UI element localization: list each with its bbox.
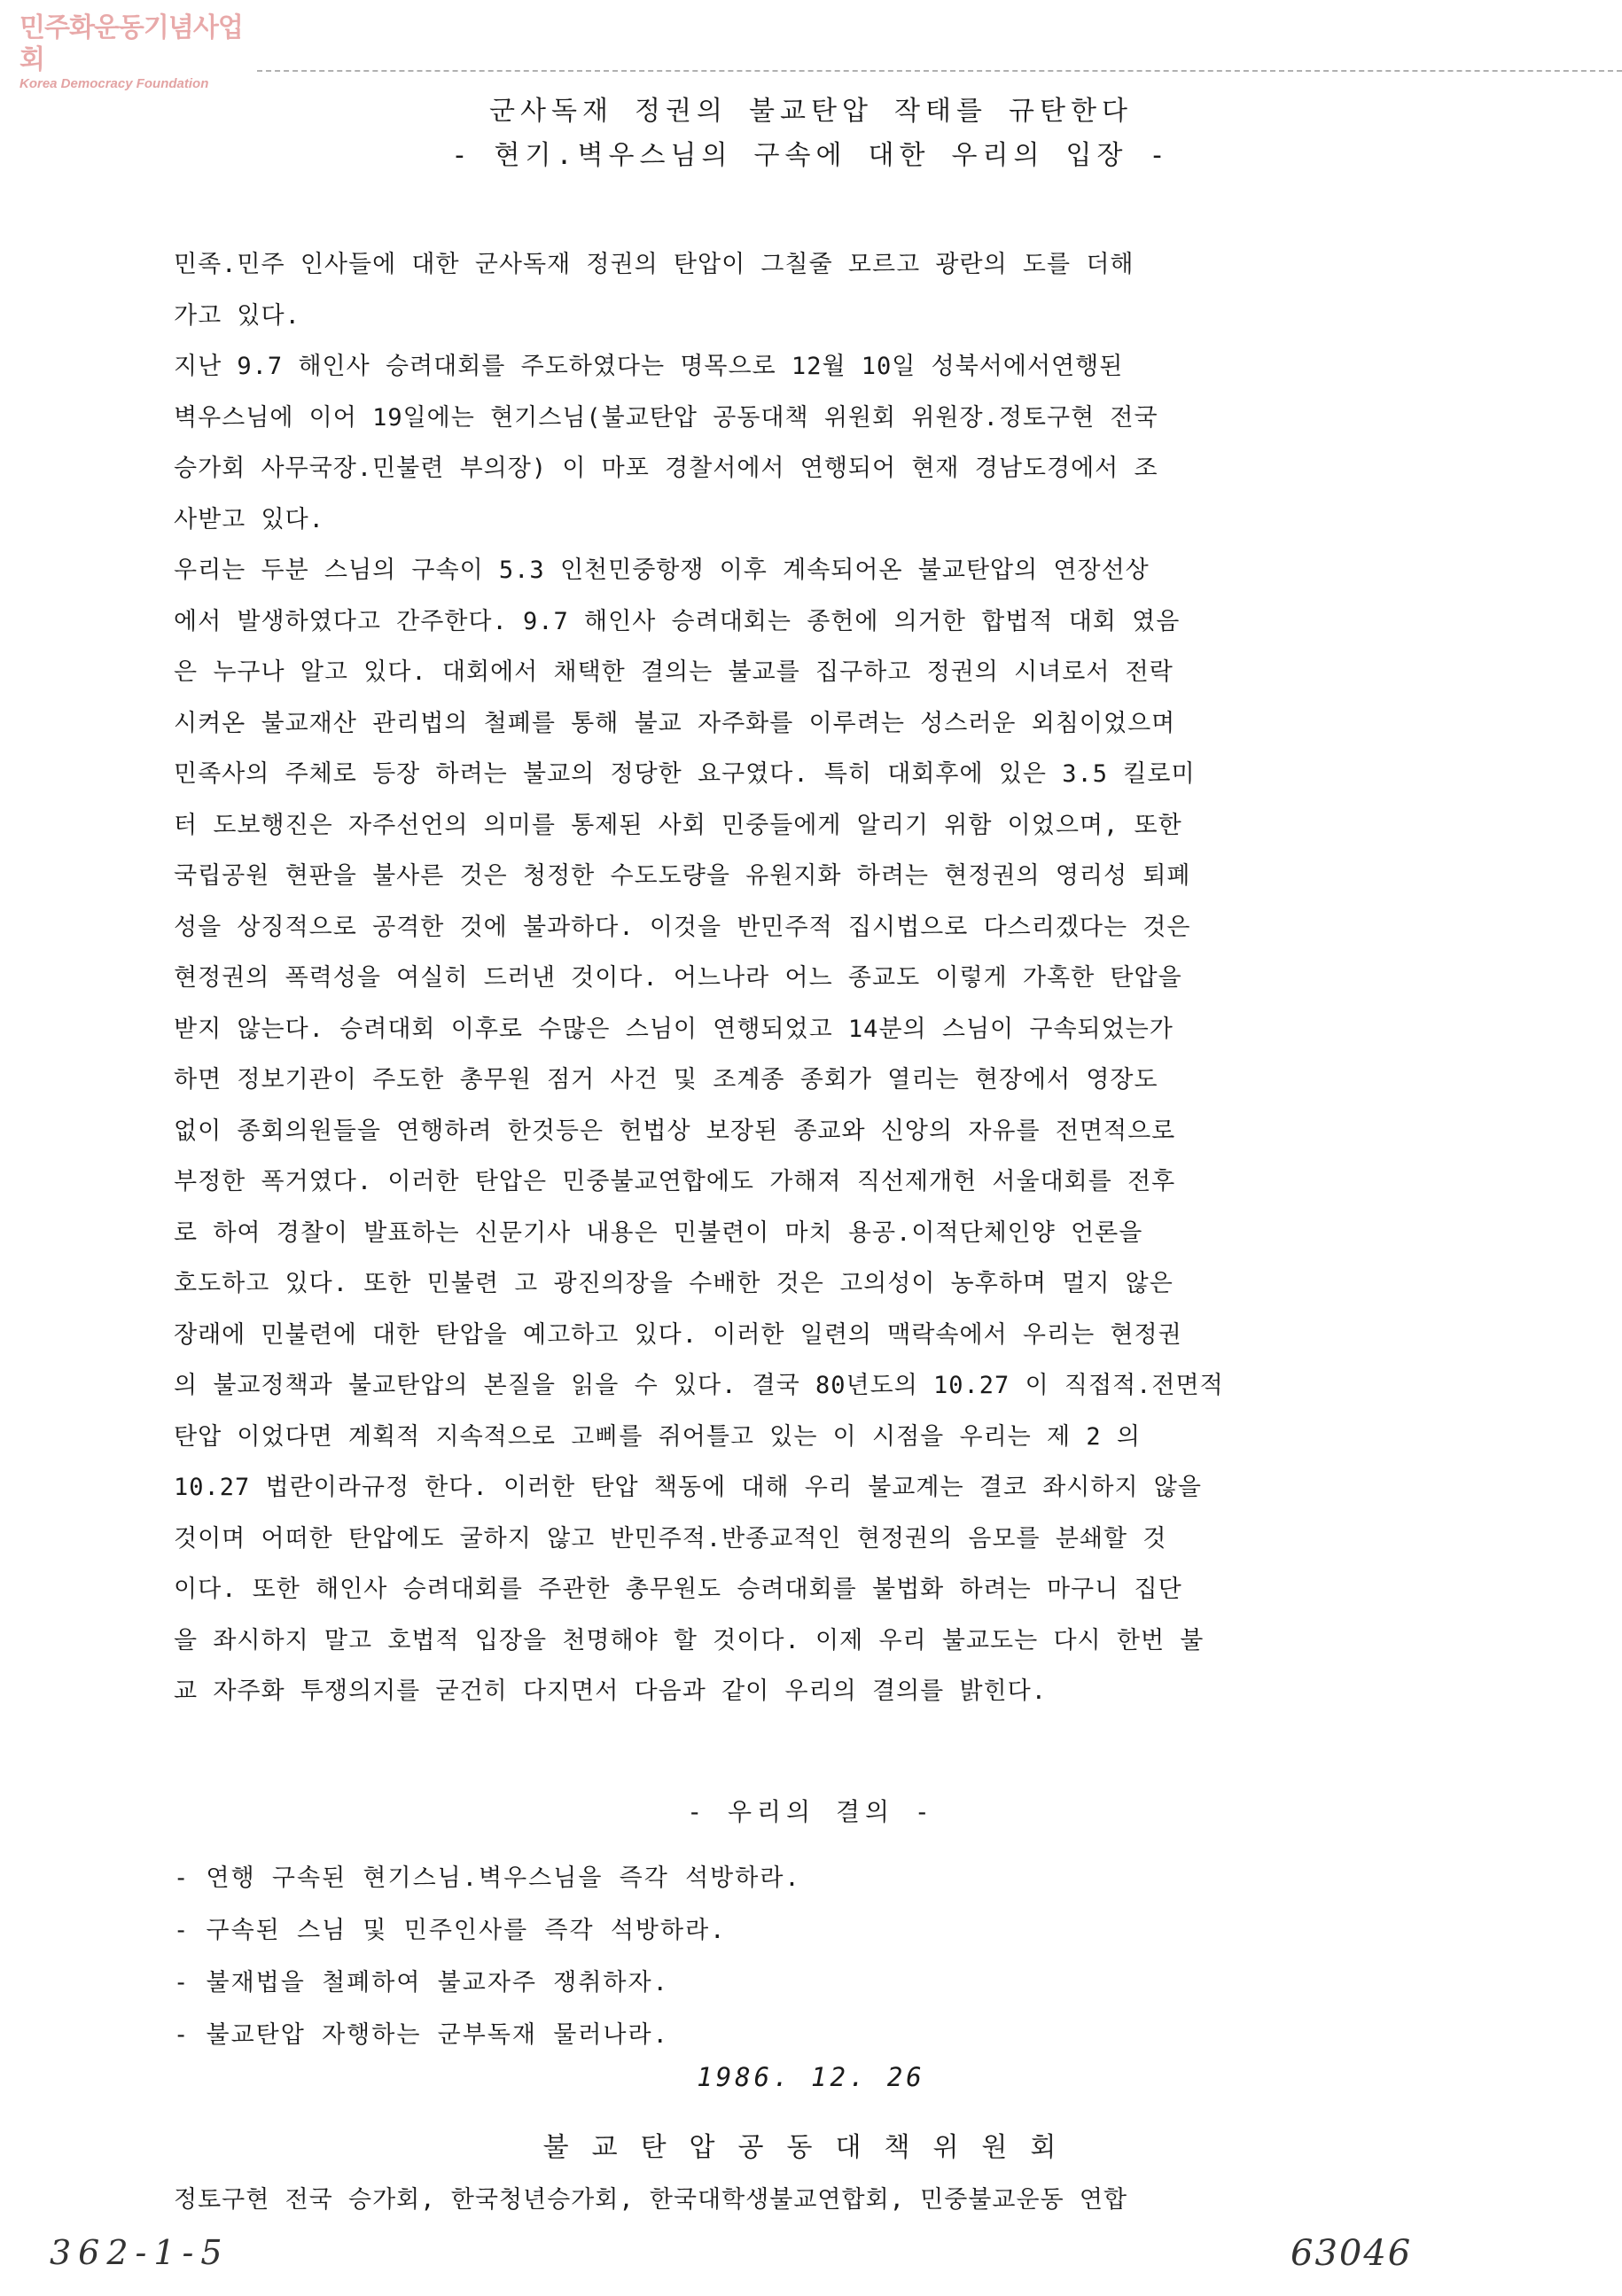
body-line: 부정한 폭거였다. 이러한 탄압은 민중불교연합에도 가해져 직선제개헌 서울대회를 전후	[174, 1168, 1176, 1195]
body-line: 없이 종회의원들을 연행하려 한것등은 헌법상 보장된 종교와 신앙의 자유를 전면적으로	[174, 1117, 1176, 1145]
body-line: 받지 않는다. 승려대회 이후로 수많은 스님이 연행되었고 14분의 스님이 구속되었는가	[174, 1015, 1174, 1043]
body-line: 성을 상징적으로 공격한 것에 불과하다. 이것을 반민주적 집시법으로 다스리겠다는 것은	[174, 913, 1191, 941]
document-title: 군사독재 정권의 불교탄압 작태를 규탄한다	[489, 96, 1133, 127]
body-line: 터 도보행진은 자주선언의 의미를 통제된 사회 민중들에게 알리기 위함 이었으며, 또한	[174, 811, 1182, 839]
body-line: 탄압 이었다면 계획적 지속적으로 고삐를 쥐어틀고 있는 이 시점을 우리는 제 2 의	[174, 1422, 1141, 1451]
body-line: 에서 발생하였다고 간주한다. 9.7 해인사 승려대회는 종헌에 의거한 합법적 대회 였음	[174, 607, 1181, 635]
body-line: 의 불교정책과 불교탄압의 본질을 읽을 수 있다. 결국 80년도의 10.27 이 직접적.전면적	[174, 1372, 1224, 1399]
body-line: 사받고 있다.	[174, 505, 324, 533]
body-line: 은 누구나 알고 있다. 대회에서 채택한 결의는 불교를 집구하고 정권의 시녀로서 전락	[174, 658, 1174, 686]
body-line: 장래에 민불련에 대한 탄압을 예고하고 있다. 이러한 일련의 맥락속에서 우리는 현정권	[174, 1320, 1182, 1349]
body-line: 시켜온 불교재산 관리법의 철폐를 통해 불교 자주화를 이루려는 성스러운 외침이었으며	[174, 709, 1176, 737]
resolution-item: - 구속된 스님 및 민주인사를 즉각 석방하라.	[174, 1917, 727, 1944]
watermark-subtitle: Korea Democracy Foundation	[19, 76, 209, 91]
body-line: 민족.민주 인사들에 대한 군사독재 정권의 탄압이 그칠줄 모르고 광란의 도를 더해	[174, 251, 1135, 278]
body-line: 가고 있다.	[174, 301, 300, 330]
body-line: 승가회 사무국장.민불련 부의장) 이 마포 경찰서에서 연행되어 현재 경남도경에서 조	[174, 455, 1158, 482]
body-line: 현정권의 폭력성을 여실히 드러낸 것이다. 어느나라 어느 종교도 이렇게 가혹한 탄압을	[174, 964, 1182, 992]
body-line: 우리는 두분 스님의 구속이 5.3 인천민중항쟁 이후 계속되어온 불교탄압의 연장선상	[174, 556, 1150, 584]
body-line: 10.27 법란이라규정 한다. 이러한 탄압 책동에 대해 우리 불교계는 결코 좌시하지 않을	[174, 1474, 1202, 1501]
body-line: 로 하여 경찰이 발표하는 신문기사 내용은 민불련이 마치 용공.이적단체인양 언론을	[174, 1218, 1143, 1247]
issuing-organization: 불교탄압공동대책위원회	[542, 2132, 1080, 2163]
top-dashed-rule	[257, 70, 1622, 72]
handwritten-archive-code: 362-1-5	[50, 2233, 230, 2272]
body-line: 지난 9.7 해인사 승려대회를 주도하였다는 명목으로 12월 10일 성북서에서연행된	[174, 353, 1124, 380]
body-line: 민족사의 주체로 등장 하려는 불교의 정당한 요구였다. 특히 대회후에 있은 3.5 킬로미	[174, 760, 1196, 788]
statement-body	[174, 239, 1468, 1717]
resolution-list	[174, 1852, 1415, 2061]
document-subtitle: - 현기.벽우스님의 구속에 대한 우리의 입장 -	[451, 140, 1171, 171]
watermark-name: 민주화운동기념사업회	[19, 12, 243, 75]
resolution-item: - 불재법을 철폐하여 불교자주 쟁취하자.	[174, 1969, 669, 1996]
body-line: 하면 정보기관이 주도한 총무원 점거 사건 및 조계종 종회가 열리는 현장에서 영장도	[174, 1066, 1158, 1094]
body-line: 국립공원 현판을 불사른 것은 청정한 수도도량을 유원지화 하려는 현정권의 영리성 퇴폐	[174, 862, 1191, 890]
body-line: 호도하고 있다. 또한 민불련 고 광진의장을 수배한 것은 고의성이 농후하며 멀지 않은	[174, 1270, 1174, 1297]
resolution-item: - 불교탄압 자행하는 군부독재 물러나라.	[174, 2021, 669, 2049]
member-organizations: 정토구현 전국 승가회, 한국청년승가회, 한국대학생불교연합회, 민중불교운동 연합	[174, 2186, 1128, 2214]
body-line: 벽우스님에 이어 19일에는 현기스님(불교탄압 공동대책 위원회 위원장.정토구현 전국	[174, 403, 1158, 432]
document-date: 1986. 12. 26	[697, 2062, 925, 2092]
body-line: 이다. 또한 해인사 승려대회를 주관한 총무원도 승려대회를 불법화 하려는 마구니 집단	[174, 1576, 1182, 1603]
handwritten-archive-number: 63046	[1291, 2233, 1413, 2274]
body-line: 것이며 어떠한 탄압에도 굴하지 않고 반민주적.반종교적인 현정권의 음모를 분쇄할 것	[174, 1524, 1167, 1553]
resolution-item: - 연행 구속된 현기스님.벽우스님을 즉각 석방하라.	[174, 1864, 801, 1892]
resolution-heading: - 우리의 결의 -	[687, 1797, 935, 1826]
body-line: 을 좌시하지 말고 호법적 입장을 천명해야 할 것이다. 이제 우리 불교도는 다시 한번 불	[174, 1626, 1205, 1654]
body-line: 교 자주화 투쟁의지를 굳건히 다지면서 다음과 같이 우리의 결의를 밝힌다.	[174, 1677, 1048, 1705]
foundation-watermark	[19, 12, 259, 92]
